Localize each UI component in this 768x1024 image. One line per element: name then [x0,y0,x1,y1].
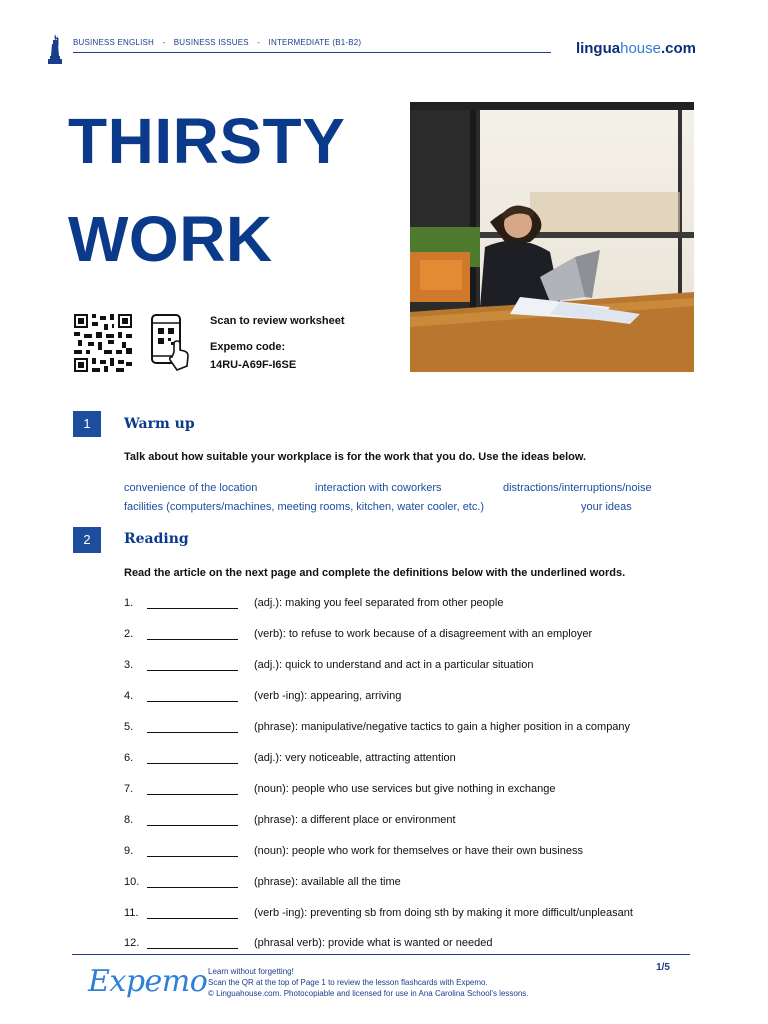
section-title-reading: Reading [124,531,189,547]
title-line: WORK [68,203,273,275]
logo-part: .com [660,40,696,57]
qr-code-icon[interactable] [74,314,132,372]
definition-item [124,597,704,613]
definition-item [124,752,704,768]
expemo-logo[interactable]: Expemo [88,964,208,999]
footer-instruction: Scan the QR at the top of Page 1 to review the lesson flashcards with Expemo. [208,978,488,987]
expemo-code: 14RU-A69F-I6SE [210,359,297,371]
definition-number: 3. [124,659,134,671]
man-working-at-laptop-photo [410,102,694,372]
footer-tagline: Learn without forgetting! [208,967,294,976]
statue-of-liberty-icon [48,34,62,64]
definition-number: 1. [124,597,134,609]
definition-number: 2. [124,628,134,640]
idea-item: your ideas [581,501,632,513]
title-line: THIRSTY [68,105,346,177]
answer-blank[interactable] [147,887,238,888]
answer-blank[interactable] [147,763,238,764]
definition-text: (verb -ing): preventing sb from doing sth by making it more difficult/unpleasant [254,907,633,919]
section-number-badge: 2 [73,527,101,553]
phone-scan-icon [150,314,190,372]
answer-blank[interactable] [147,701,238,702]
idea-item: distractions/interruptions/noise [503,482,652,494]
definition-item [124,845,704,861]
definition-item [124,690,704,706]
breadcrumb-separator: - [257,38,261,47]
logo-part: house [620,40,661,57]
definition-text: (phrase): available all the time [254,876,401,888]
definition-text: (noun): people who work for themselves or have their own business [254,845,583,857]
answer-blank[interactable] [147,732,238,733]
definition-text: (verb): to refuse to work because of a disagreement with an employer [254,628,593,640]
breadcrumb-level-range[interactable]: INTERMEDIATE (B1-B2) [268,38,362,47]
page-title [68,92,345,288]
definition-number: 12. [124,937,140,949]
definition-item [124,907,704,923]
definition-item [124,721,704,737]
definition-number: 8. [124,814,134,826]
definition-number: 9. [124,845,134,857]
definition-item [124,659,704,675]
definition-text: (adj.): very noticeable, attracting attention [254,752,456,764]
definition-number: 5. [124,721,134,733]
definition-number: 6. [124,752,134,764]
breadcrumb [73,38,367,47]
answer-blank[interactable] [147,794,238,795]
logo-part: lingua [575,40,621,57]
expemo-code-label: Expemo code: [210,341,286,353]
section-title-warmup: Warm up [124,416,195,432]
answer-blank[interactable] [147,639,238,640]
footer-notice [208,966,529,999]
linguahouse-logo[interactable] [576,40,696,57]
scan-label: Scan to review worksheet [210,315,345,327]
breadcrumb-topic[interactable]: BUSINESS ISSUES [173,38,249,47]
definition-number: 7. [124,783,134,795]
definition-item [124,783,704,799]
scan-info [210,312,345,374]
breadcrumb-separator: - [162,38,166,47]
definition-number: 4. [124,690,134,702]
definition-text: (phrase): a different place or environment [254,814,456,826]
answer-blank[interactable] [147,670,238,671]
answer-blank[interactable] [147,918,238,919]
idea-item: facilities (computers/machines, meeting rooms, kitchen, water cooler, etc.) [124,501,485,513]
definition-item [124,876,704,892]
reading-instruction: Read the article on the next page and complete the definitions below with the underlined words. [124,567,626,579]
definition-number: 10. [124,876,140,888]
idea-item: interaction with coworkers [315,482,442,494]
definition-item [124,628,704,644]
definition-number: 11. [124,907,139,919]
answer-blank[interactable] [147,948,238,949]
definition-item [124,937,704,953]
footer-copyright: © Linguahouse.com. Photocopiable and licensed for use in Ana Carolina School's lessons. [208,989,529,998]
answer-blank[interactable] [147,608,238,609]
warmup-instruction: Talk about how suitable your workplace is for the work that you do. Use the ideas below. [124,451,587,463]
definition-text: (phrase): manipulative/negative tactics to gain a higher position in a company [254,721,631,733]
footer-divider [72,954,690,955]
breadcrumb-level[interactable]: BUSINESS ENGLISH [73,38,155,47]
definition-text: (phrasal verb): provide what is wanted or needed [254,937,493,949]
idea-item: convenience of the location [124,482,258,494]
section-number-badge: 1 [73,411,101,437]
definition-text: (noun): people who use services but give nothing in exchange [254,783,556,795]
definition-text: (adj.): quick to understand and act in a particular situation [254,659,534,671]
page-number: 1/5 [656,962,670,973]
definition-item [124,814,704,830]
answer-blank[interactable] [147,856,238,857]
definition-text: (verb -ing): appearing, arriving [254,690,402,702]
page-header [48,36,696,62]
answer-blank[interactable] [147,825,238,826]
definition-text: (adj.): making you feel separated from other people [254,597,504,609]
header-divider [73,52,551,53]
